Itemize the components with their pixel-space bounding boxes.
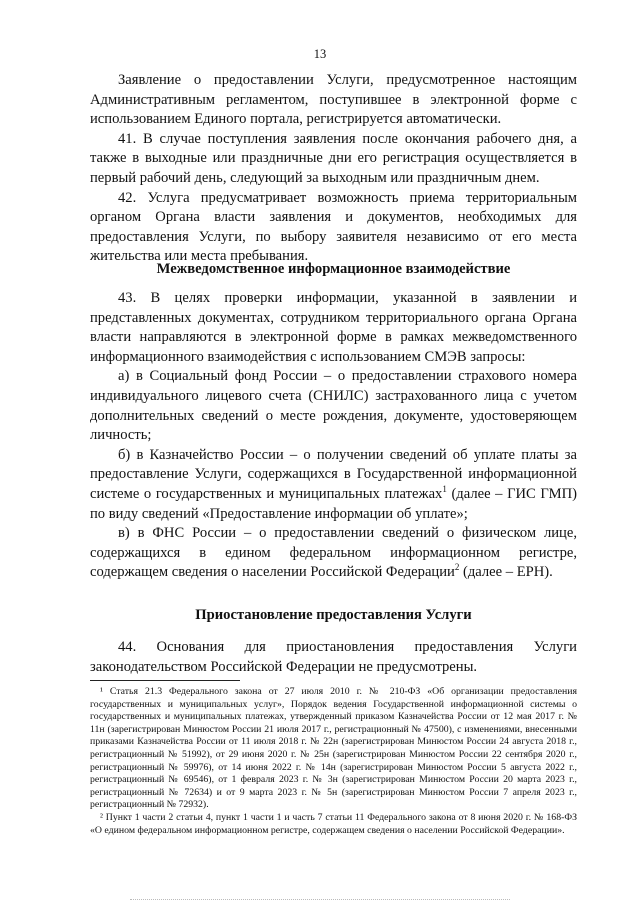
paragraph-43-c-text: в) в ФНС России – о предоставлении сведений о физическом лице, содержащихся в едином федеральном информационном регистре, содержащем сведения о населении Российской Федерации <box>90 525 577 581</box>
paragraph-43-b-text: б) в Казначейство России – о получении сведений об уплате платы за предоставление Услуги, содержащихся в Государственной информационной системе о государственных и муниципальных платежах <box>90 446 577 502</box>
paragraph-44: 44. Основания для приостановления предоставления Услуги законодательством Российской Федерации не предусмотрены. <box>90 639 577 675</box>
section-interagency <box>90 259 577 279</box>
page-number: 13 <box>313 47 327 61</box>
section-heading-suspension: Приостановление предоставления Услуги <box>195 607 472 623</box>
section-heading-interagency: Межведомственное информационное взаимодействие <box>156 261 511 277</box>
footnotes <box>90 686 577 837</box>
footnote-2: ² Пункт 1 части 2 статьи 4, пункт 1 части 1 и часть 7 статьи 11 Федерального закона от 8 июня 2020 г. № 168-ФЗ «О едином федеральном информационном регистре, содержащем сведения о населении Российской Федерации». <box>90 811 577 836</box>
section-interagency-body <box>90 289 577 583</box>
paragraph-intro: Заявление о предоставлении Услуги, предусмотренное настоящим Административным регламентом, поступившее в электронной форме с использованием Единого портала, регистрируется автоматически. <box>90 72 577 128</box>
paragraph-43-a: а) в Социальный фонд России – о предоставлении страхового номера индивидуального лицевого счета (СНИЛС) застрахованного лица с учетом дополнительных сведений о месте рождения, документе, удостоверяющем личность; <box>90 368 577 444</box>
footnote-separator <box>90 680 240 681</box>
scan-artifact-line <box>130 899 510 900</box>
footnote-ref-2: 2 <box>454 562 460 573</box>
footnote-ref-1: 1 <box>442 484 447 495</box>
section-suspension <box>90 605 577 625</box>
footnote-1: ¹ Статья 21.3 Федерального закона от 27 июля 2010 г. № 210-ФЗ «Об организации предоставления государственных и муниципальных услуг», Порядок ведения Государственной информационной системы о государственных и муниципальных платежах, утвержденный приказом Казначейства России от 12 мая 2017 г. № 11н (зарегистрирован Минюстом России 21 июля 2017 г., регистрационный № 47500), с изменениями, внесенными приказами Казначейства России от 11 июля 2018 г. № 22н (зарегистрирован Минюстом России 24 августа 2018 г., регистрационный № 51992), от 29 июня 2020 г. № 25н (зарегистрирован Минюстом России 22 сентября 2020 г., регистрационный № 59976), от 14 июня 2022 г. № 14н (зарегистрирован Минюстом России 5 августа 2022 г., регистрационный № 69546), от 1 февраля 2023 г. № 3н (зарегистрирован Минюстом России 20 марта 2023 г., регистрационный № 72634) и от 9 марта 2023 г. № 5н (зарегистрирован Минюстом России 7 апреля 2023 г., регистрационный № 72932). <box>90 686 577 811</box>
paragraph-43-c <box>90 524 577 583</box>
paragraph-42: 42. Услуга предусматривает возможность приема территориальным органом Органа власти заявления и документов, необходимых для предоставления Услуги, по выбору заявителя независимо от его места жительства или места пребывания. <box>90 189 577 265</box>
intro-block <box>90 71 577 267</box>
paragraph-43-c-tail: (далее – ЕРН). <box>459 564 553 581</box>
section-suspension-body <box>90 638 577 677</box>
paragraph-43-b <box>90 446 577 524</box>
paragraph-43-b-tail: (далее – ГИС ГМП) по виду сведений «Предоставление информации об уплате»; <box>90 485 577 522</box>
paragraph-43: 43. В целях проверки информации, указанной в заявлении и представленных документах, сотрудником территориального органа Органа власти направляются в электронной форме в рамках межведомственного информационного взаимодействия с использованием СМЭВ запросы: <box>90 290 577 365</box>
paragraph-41: 41. В случае поступления заявления после окончания рабочего дня, а также в выходные или праздничные дни его регистрация осуществляется в первый рабочий день, следующий за выходным или праздничным днем. <box>90 130 577 186</box>
